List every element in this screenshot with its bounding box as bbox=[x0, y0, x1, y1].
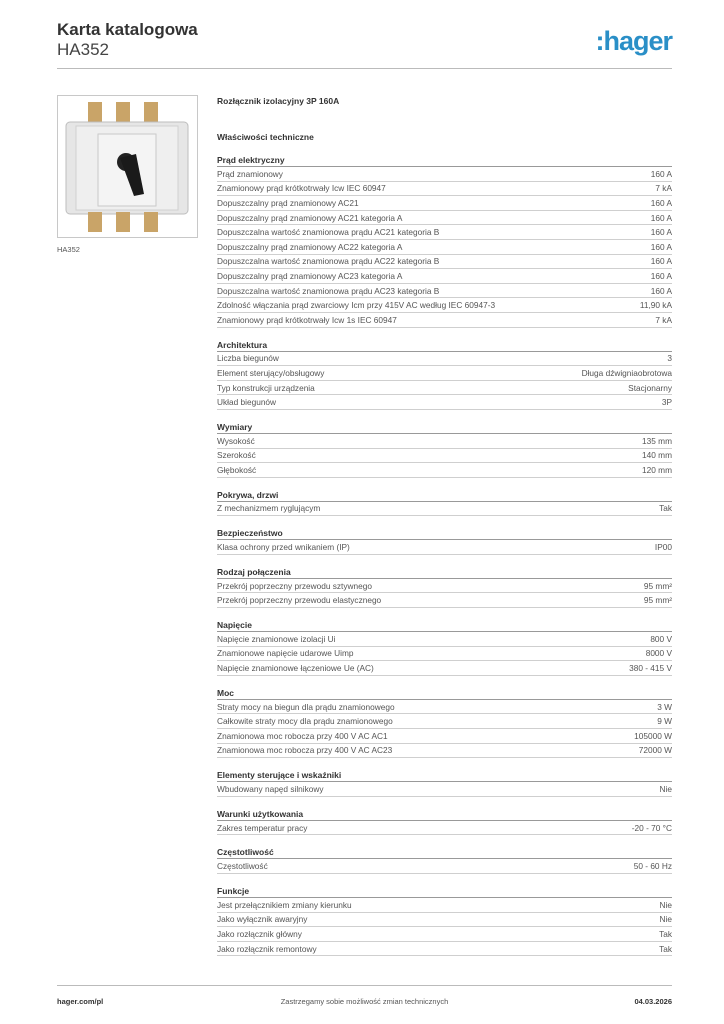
section-title: Pokrywa, drzwi bbox=[217, 489, 672, 502]
spec-section bbox=[217, 339, 672, 410]
spec-value: 160 A bbox=[650, 197, 672, 208]
section-title: Architektura bbox=[217, 339, 672, 352]
spec-value: 7 kA bbox=[655, 314, 672, 325]
spec-label: Element sterujący/obsługowy bbox=[217, 367, 325, 378]
spec-sections bbox=[217, 154, 672, 956]
spec-label: Jako rozłącznik główny bbox=[217, 928, 302, 939]
spec-label: Dopuszczalna wartość znamionowa prądu AC23 kategoria B bbox=[217, 285, 440, 296]
spec-value: 9 W bbox=[657, 716, 672, 727]
spec-value: 3 W bbox=[657, 701, 672, 712]
spec-row bbox=[217, 579, 672, 594]
spec-row bbox=[217, 593, 672, 608]
spec-row bbox=[217, 284, 672, 299]
spec-label: Zdolność włączania prąd zwarciowy Icm przy 415V AC według IEC 60947-3 bbox=[217, 300, 496, 311]
spec-section bbox=[217, 769, 672, 797]
product-code: HA352 bbox=[57, 40, 109, 59]
spec-section bbox=[217, 619, 672, 676]
spec-row bbox=[217, 782, 672, 797]
spec-value: -20 - 70 °C bbox=[631, 822, 672, 833]
spec-value: 7 kA bbox=[655, 183, 672, 194]
footer-notice: Zastrzegamy sobie możliwość zmian technicznych bbox=[280, 997, 449, 1006]
spec-row bbox=[217, 859, 672, 874]
spec-value: 160 A bbox=[650, 256, 672, 267]
spec-value: Stacjonarny bbox=[628, 382, 672, 393]
spec-section bbox=[217, 808, 672, 836]
spec-value: 140 mm bbox=[642, 450, 672, 461]
section-title: Napięcie bbox=[217, 619, 672, 632]
spec-label: Znamionowy prąd krótkotrwały Icw 1s IEC 60947 bbox=[217, 314, 397, 325]
image-caption: HA352 bbox=[57, 245, 80, 254]
spec-row bbox=[217, 182, 672, 197]
spec-label: Napięcie znamionowe łączeniowe Ue (AC) bbox=[217, 663, 374, 674]
spec-row bbox=[217, 700, 672, 715]
spec-row bbox=[217, 196, 672, 211]
section-title: Elementy sterujące i wskaźniki bbox=[217, 769, 672, 782]
spec-label: Napięcie znamionowe izolacji Ui bbox=[217, 633, 336, 644]
spec-value: 3P bbox=[661, 397, 672, 408]
spec-value: Nie bbox=[659, 899, 672, 910]
spec-label: Dopuszczalna wartość znamionowa prądu AC21 kategoria B bbox=[217, 227, 440, 238]
spec-label: Przekrój poprzeczny przewodu sztywnego bbox=[217, 580, 372, 591]
spec-section bbox=[217, 421, 672, 478]
spec-label: Dopuszczalna wartość znamionowa prądu AC22 kategoria B bbox=[217, 256, 440, 267]
spec-value: 11,90 kA bbox=[639, 300, 672, 311]
product-name: Rozłącznik izolacyjny 3P 160A bbox=[217, 96, 340, 106]
spec-section bbox=[217, 566, 672, 608]
spec-row bbox=[217, 313, 672, 328]
spec-row bbox=[217, 540, 672, 555]
spec-value: Długa dźwigniaobrotowa bbox=[581, 367, 672, 378]
spec-row bbox=[217, 269, 672, 284]
section-title: Wymiary bbox=[217, 421, 672, 434]
spec-value: 135 mm bbox=[642, 435, 672, 446]
spec-row bbox=[217, 463, 672, 478]
spec-value: 160 A bbox=[650, 270, 672, 281]
spec-row bbox=[217, 298, 672, 313]
spec-row bbox=[217, 647, 672, 662]
spec-section bbox=[217, 489, 672, 517]
spec-row bbox=[217, 366, 672, 381]
spec-value: 160 A bbox=[650, 212, 672, 223]
spec-label: Jako wyłącznik awaryjny bbox=[217, 914, 308, 925]
spec-value: Nie bbox=[659, 784, 672, 795]
spec-section bbox=[217, 527, 672, 555]
spec-value: 800 V bbox=[650, 633, 672, 644]
spec-value: Tak bbox=[659, 503, 672, 514]
spec-value: Tak bbox=[659, 943, 672, 954]
spec-row bbox=[217, 502, 672, 517]
title-block bbox=[57, 20, 198, 59]
spec-label: Częstotliwość bbox=[217, 861, 268, 872]
spec-value: Nie bbox=[659, 914, 672, 925]
section-title: Bezpieczeństwo bbox=[217, 527, 672, 540]
spec-content bbox=[217, 96, 672, 956]
spec-row bbox=[217, 744, 672, 759]
spec-row bbox=[217, 729, 672, 744]
spec-section bbox=[217, 846, 672, 874]
spec-value: 3 bbox=[667, 353, 672, 364]
spec-row bbox=[217, 240, 672, 255]
spec-label: Prąd znamionowy bbox=[217, 168, 283, 179]
spec-row bbox=[217, 913, 672, 928]
spec-label: Jest przełącznikiem zmiany kierunku bbox=[217, 899, 352, 910]
section-title: Funkcje bbox=[217, 885, 672, 898]
spec-label: Z mechanizmem ryglującym bbox=[217, 503, 321, 514]
spec-value: 8000 V bbox=[645, 648, 672, 659]
spec-value: IP00 bbox=[654, 542, 672, 553]
spec-row bbox=[217, 449, 672, 464]
spec-value: 160 A bbox=[650, 168, 672, 179]
spec-label: Wbudowany napęd silnikowy bbox=[217, 784, 324, 795]
spec-row bbox=[217, 395, 672, 410]
spec-row bbox=[217, 821, 672, 836]
spec-label: Szerokość bbox=[217, 450, 256, 461]
spec-row bbox=[217, 898, 672, 913]
spec-label: Wysokość bbox=[217, 435, 255, 446]
section-title: Warunki użytkowania bbox=[217, 808, 672, 821]
section-title: Rodzaj połączenia bbox=[217, 566, 672, 579]
spec-row bbox=[217, 942, 672, 957]
spec-label: Znamionowe napięcie udarowe Uimp bbox=[217, 648, 354, 659]
spec-label: Dopuszczalny prąd znamionowy AC22 kategoria A bbox=[217, 241, 403, 252]
spec-row bbox=[217, 714, 672, 729]
spec-value: 120 mm bbox=[642, 464, 672, 475]
spec-row bbox=[217, 632, 672, 647]
spec-label: Głębokość bbox=[217, 464, 257, 475]
footer-date: 04.03.2026 bbox=[634, 997, 672, 1006]
spec-label: Klasa ochrony przed wnikaniem (IP) bbox=[217, 542, 350, 553]
spec-section bbox=[217, 885, 672, 956]
hager-logo: :hager bbox=[595, 26, 672, 56]
section-title: Prąd elektryczny bbox=[217, 154, 672, 167]
properties-heading: Właściwości techniczne bbox=[217, 132, 314, 142]
spec-row bbox=[217, 661, 672, 676]
spec-value: 160 A bbox=[650, 227, 672, 238]
spec-value: 95 mm² bbox=[643, 580, 672, 591]
footer-website[interactable]: hager.com/pl bbox=[57, 997, 104, 1006]
spec-value: 160 A bbox=[650, 241, 672, 252]
spec-label: Układ biegunów bbox=[217, 397, 277, 408]
section-title: Częstotliwość bbox=[217, 846, 672, 859]
product-image bbox=[57, 95, 198, 238]
spec-label: Znamionowy prąd krótkotrwały Icw IEC 60947 bbox=[217, 183, 386, 194]
spec-label: Znamionowa moc robocza przy 400 V AC AC23 bbox=[217, 745, 393, 756]
spec-label: Dopuszczalny prąd znamionowy AC23 kategoria A bbox=[217, 270, 403, 281]
spec-row bbox=[217, 225, 672, 240]
spec-row bbox=[217, 211, 672, 226]
spec-label: Liczba biegunów bbox=[217, 353, 279, 364]
spec-row bbox=[217, 167, 672, 182]
spec-label: Jako rozłącznik remontowy bbox=[217, 943, 317, 954]
spec-row bbox=[217, 927, 672, 942]
spec-label: Dopuszczalny prąd znamionowy AC21 bbox=[217, 197, 359, 208]
spec-value: 95 mm² bbox=[643, 595, 672, 606]
spec-label: Przekrój poprzeczny przewodu elastycznego bbox=[217, 595, 382, 606]
section-title: Moc bbox=[217, 687, 672, 700]
spec-label: Znamionowa moc robocza przy 400 V AC AC1 bbox=[217, 730, 388, 741]
spec-section bbox=[217, 687, 672, 758]
spec-value: 380 - 415 V bbox=[629, 663, 672, 674]
spec-label: Całkowite straty mocy dla prądu znamionowego bbox=[217, 716, 393, 727]
document-title: Karta katalogowa bbox=[57, 20, 198, 39]
spec-value: 105000 W bbox=[634, 730, 672, 741]
spec-value: 160 A bbox=[650, 285, 672, 296]
header-divider bbox=[57, 68, 672, 69]
spec-label: Dopuszczalny prąd znamionowy AC21 kategoria A bbox=[217, 212, 403, 223]
spec-label: Typ konstrukcji urządzenia bbox=[217, 382, 315, 393]
spec-section bbox=[217, 154, 672, 328]
spec-label: Zakres temperatur pracy bbox=[217, 822, 308, 833]
spec-value: 72000 W bbox=[638, 745, 672, 756]
spec-label: Straty mocy na biegun dla prądu znamionowego bbox=[217, 701, 395, 712]
spec-row bbox=[217, 352, 672, 367]
spec-row bbox=[217, 255, 672, 270]
spec-value: 50 - 60 Hz bbox=[633, 861, 672, 872]
footer-divider bbox=[57, 985, 672, 986]
spec-value: Tak bbox=[659, 928, 672, 939]
spec-row bbox=[217, 381, 672, 396]
spec-row bbox=[217, 434, 672, 449]
